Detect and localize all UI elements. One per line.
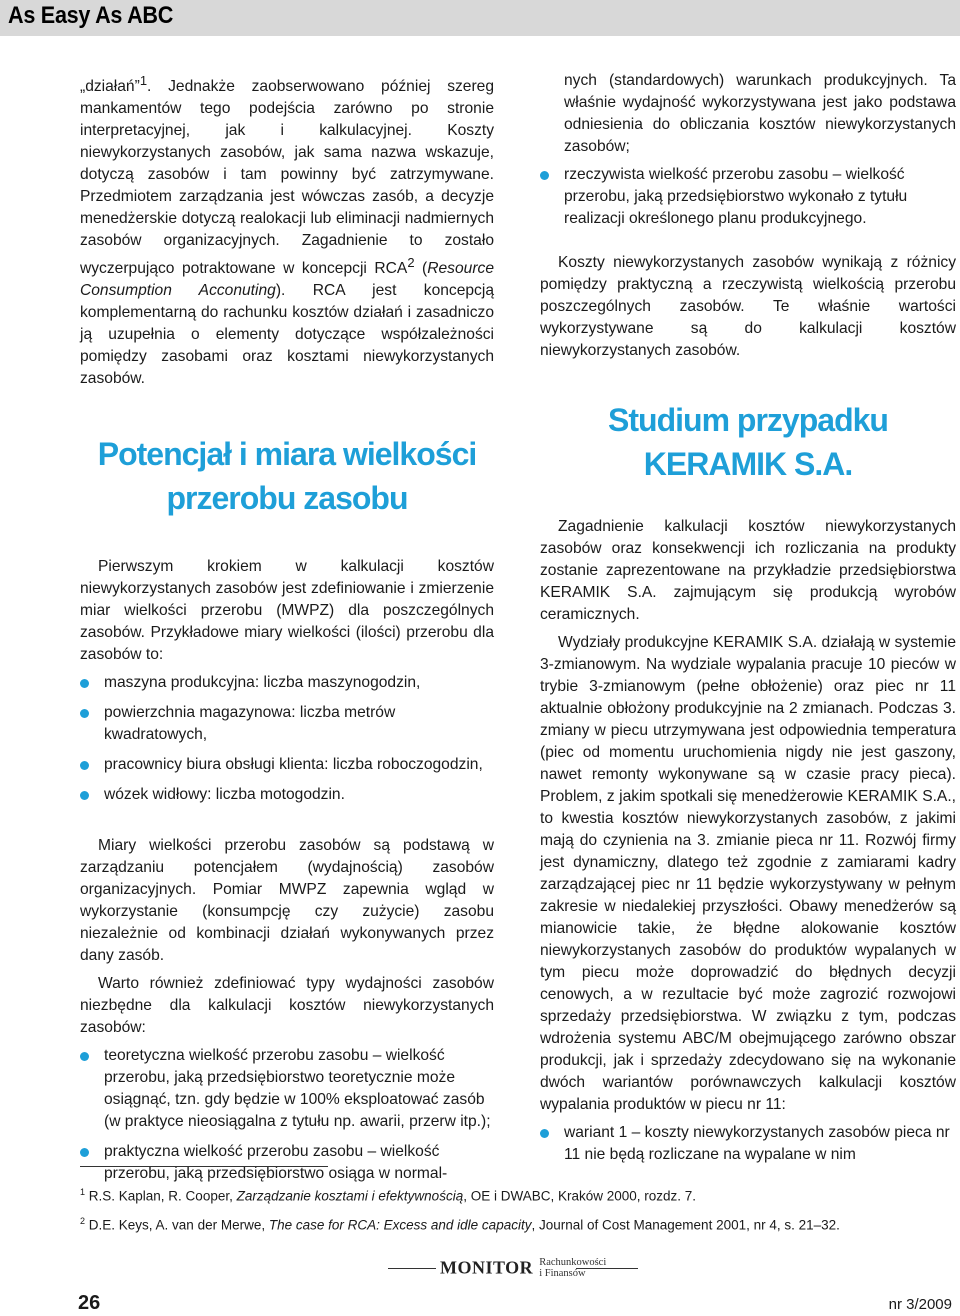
logo-sub-line: Rachunkowości (539, 1257, 607, 1268)
section-heading (80, 432, 494, 520)
list-item: wózek widłowy: liczba motogodzin. (80, 784, 494, 806)
footnote-divider (80, 1166, 328, 1167)
bullet-list (540, 164, 956, 230)
list-item: maszyna produkcyjna: liczba maszynogodzin, (80, 672, 494, 694)
paragraph: Koszty niewykorzystanych zasobów wynikają z różnicy pomiędzy praktyczną a rzeczywistą wielkością przerobu poszczególnych zasobów. Te właśnie wartości wykorzystywane są do kalkulacji kosztów niewykorzystanych zasobów. (540, 254, 956, 359)
list-item: rzeczywista wielkość przerobu zasobu – wielkość przerobu, jaką przedsiębiorstwo wykonało z tytułu realizacji określonego planu produkcyjnego. (540, 164, 956, 230)
footnote-text: , OE i DWABC, Kraków 2000, rozdz. 7. (463, 1188, 697, 1204)
list-item: pracownicy biura obsługi klienta: liczba roboczogodzin, (80, 754, 494, 776)
left-column (80, 70, 494, 1193)
list-item: wariant 1 – koszty niewykorzystanych zasobów pieca nr 11 nie będą rozliczane na wypalane w nim (540, 1122, 956, 1166)
footnote-title: The case for RCA: Excess and idle capacity (268, 1217, 532, 1232)
footer-rule (388, 1268, 436, 1269)
footnotes (80, 1180, 960, 1237)
footnote-number: 2 (80, 1215, 86, 1226)
paragraph: Zagadnienie kalkulacji kosztów niewykorzystanych zasobów oraz konsekwencji ich rozliczania na produkty zostanie zaprezentowane na przykładzie przedsiębiorstwa KERAMIK S.A. zajmującym się produkcją wyrobów ceramicznych. (540, 518, 956, 623)
footnote-title: Zarządzanie kosztami i efektywnością (236, 1188, 464, 1204)
heading-line: przerobu zasobu (166, 480, 408, 517)
footnote-text: , Journal of Cost Management 2001, nr 4, s. 21–32. (531, 1217, 840, 1232)
logo-sub-line: i Finansów (539, 1268, 586, 1279)
paragraph: nych (standardowych) warunkach produkcyjnych. Ta właśnie wydajność wykorzystywana jest jako podstawa odniesienia do obliczania kosztów niewykorzystanych zasobów; (564, 72, 956, 155)
right-column (540, 70, 956, 1174)
logo-main-text: MONITOR (440, 1257, 534, 1278)
intro-italic: Resource Consumption Acconuting (80, 260, 494, 300)
bullet-list (80, 1045, 494, 1185)
bullet-list (80, 672, 494, 806)
paragraph: Wydziały produkcyjne KERAMIK S.A. działają w systemie 3-zmianowym. Na wydziale wypalania pracuje 10 pieców w trybie 3-zmianowym (pełne obłożenie) oraz piec nr 11 aktualnie obłożony produkcyjnie na 2 zmianach. Podczas 3. zmiany w piecu utrzymywana jest odpowiednia temperatura (piec od momentu uruchomienia nigdy nie jest gaszony, nawet remonty wykonywane są w czasie pracy pieca). Problem, z jakim spotkali się menedżerowie KERAMIK S.A., to kwestia kosztów niewykorzystanych zasobów, z jakimi mają do czynienia na 3. zmianie pieca nr 11. Rozwój firmy jest dynamiczny, dlatego też zgodnie z zamiarami kadry zarządzającej piec nr 11 będzie wykorzystywany w pełnym zakresie w niedalekiej przyszłości. Obawy menedżerów są mianowicie takie, że błędne alokowanie kosztów niewykorzystanych zasobów do produktów wypalanych w tym piecu może doprowadzić do błędnych decyzji cenowych, a w rezultacie być może zagrozić rozwojowi sprzedaży przedsiębiorstwa. W związku z tym, podczas wdrożenia systemu ABC/M obejmującego zarówno obszar produkcji, jak i sprzedaży zdecydowano się na wykonanie dwóch wariantów porównawczych kalkulacji kosztów wypalania produktów w piecu nr 11: (540, 634, 956, 1113)
footer-rule (576, 1268, 638, 1269)
footnote (80, 1180, 960, 1209)
paragraph: Miary wielkości przerobu zasobów są podstawą w zarządzaniu potencjałem (wydajnością) zasobów organizacyjnych. Pomiar MWPZ zapewnia wgląd w wykorzystanie (konsumpcję czy zużycie) zasobu niezależnie od kombinacji działań wykonywanych przez dany zasób. (80, 837, 494, 965)
header-title: As Easy As ABC (8, 2, 174, 29)
footnote (80, 1209, 960, 1238)
section-heading: Studium przypadku KERAMIK S.A. (608, 402, 888, 482)
intro-text: . Jednakże zaobserwowano później szereg mankamentów tego podejścia zarówno po stronie interpretacyjnej, jak i kalkulacyjnej. Koszty niewykorzystanych zasobów, jak sama nazwa wskazuje, dotyczą zasobów i tam powinny być zatrzymywane. Przedmiotem zarządzania jest wówczas zasób, a decyzje menedżerskie dotyczą realokacji lub eliminacji nadmiernych zasobów organizacyjnych. Zagadnienie to zostało wyczerpująco potraktowane w koncepcji RCA (80, 78, 494, 278)
issue-number: nr 3/2009 (888, 1296, 952, 1313)
footnote-ref: 1 (139, 73, 148, 88)
intro-paragraph (80, 70, 494, 390)
footnote-text: D.E. Keys, A. van der Merwe, (85, 1217, 269, 1232)
paragraph: Warto również zdefiniować typy wydajności zasobów niezbędne dla kalkulacji kosztów niewykorzystanych zasobów: (80, 975, 494, 1037)
intro-text: ( (414, 260, 428, 278)
paragraph: Pierwszym krokiem w kalkulacji kosztów niewykorzystanych zasobów jest zdefiniowanie i zmierzenie miar wielkości przerobu (MWPZ) dla poszczególnych zasobów. Przykładowe miary wielkości (ilości) przerobu dla zasobów to: (80, 558, 494, 664)
list-item: praktyczna wielkość przerobu zasobu – wielkość przerobu, jaką przedsiębiorstwo osiąga w normal- (80, 1141, 494, 1185)
heading-line: Potencjał i miara wielkości (97, 436, 477, 473)
footnote-text: R.S. Kaplan, R. Cooper, (85, 1188, 237, 1204)
list-item: teoretyczna wielkość przerobu zasobu – wielkość przerobu, jaką przedsiębiorstwo teoretycznie może osiągnąć, tzn. gdy będzie w 100% eksploatować zasób (w praktyce nieosiągalna z tytułu np. awarii, przerw itp.); (80, 1045, 494, 1133)
page-number: 26 (78, 1292, 101, 1314)
bullet-list (540, 1122, 956, 1166)
footnote-ref: 2 (407, 255, 415, 271)
intro-text: „działań” (80, 78, 140, 96)
footnote-number: 1 (80, 1187, 86, 1197)
list-item: powierzchnia magazynowa: liczba metrów kwadratowych, (80, 702, 494, 746)
page-header (0, 0, 960, 36)
intro-text: ). RCA jest koncepcją komplementarną do rachunku kosztów działań i zasadniczo ją uzupełnia o elementy dotyczące współzależności pomiędzy zasobami oraz kosztami niewykorzystanych zasobów. (80, 282, 494, 388)
